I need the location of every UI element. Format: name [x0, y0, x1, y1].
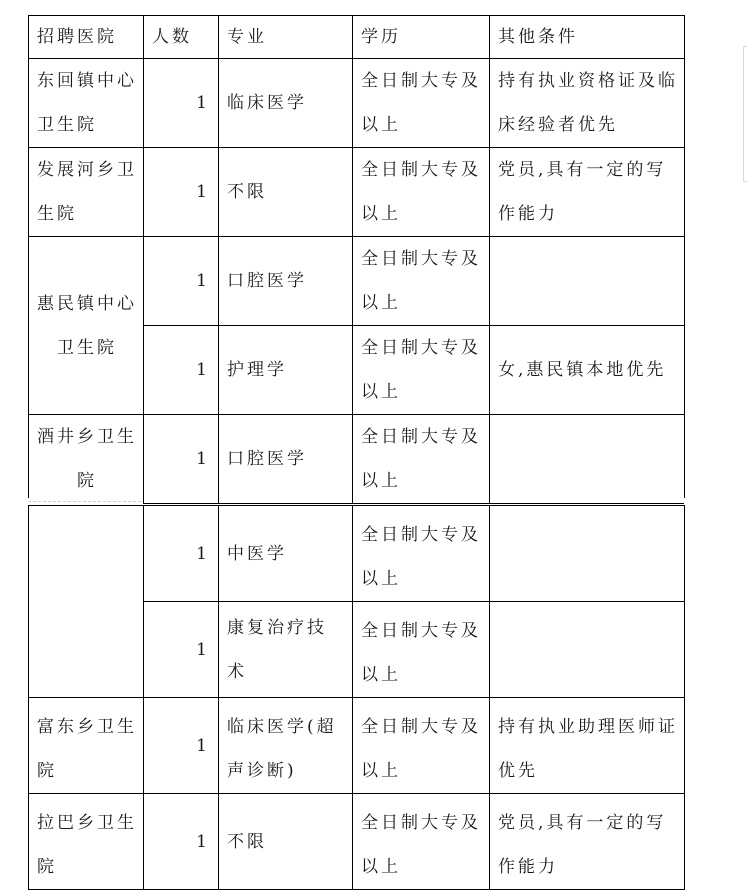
table-row	[29, 237, 685, 326]
hospital-cell: 惠民镇中心卫生院	[29, 237, 144, 415]
education-cell: 全日制大专及以上	[353, 698, 490, 794]
conditions-cell	[490, 602, 685, 698]
count-cell: 1	[144, 237, 219, 326]
side-panel-edge	[743, 46, 747, 182]
conditions-cell: 党员,具有一定的写作能力	[490, 794, 685, 890]
table-row	[29, 415, 685, 504]
header-count: 人数	[144, 16, 219, 59]
table-row	[29, 148, 685, 237]
education-cell: 全日制大专及以上	[353, 506, 490, 602]
hospital-cell: 发展河乡卫生院	[29, 148, 144, 237]
education-cell: 全日制大专及以上	[353, 794, 490, 890]
page-break-gap-right	[684, 498, 724, 506]
recruitment-table-top	[28, 15, 685, 504]
count-cell: 1	[144, 602, 219, 698]
count-cell: 1	[144, 415, 219, 504]
major-cell: 口腔医学	[219, 415, 353, 504]
major-cell: 不限	[219, 794, 353, 890]
major-cell: 临床医学(超声诊断)	[219, 698, 353, 794]
count-cell: 1	[144, 794, 219, 890]
count-cell: 1	[144, 326, 219, 415]
major-cell: 康复治疗技术	[219, 602, 353, 698]
count-cell: 1	[144, 698, 219, 794]
table-row	[29, 506, 685, 602]
major-cell: 护理学	[219, 326, 353, 415]
table-row	[29, 59, 685, 148]
education-cell: 全日制大专及以上	[353, 237, 490, 326]
education-cell: 全日制大专及以上	[353, 326, 490, 415]
education-cell: 全日制大专及以上	[353, 148, 490, 237]
major-cell: 中医学	[219, 506, 353, 602]
conditions-cell: 持有执业助理医师证优先	[490, 698, 685, 794]
table-row	[29, 698, 685, 794]
count-cell: 1	[144, 59, 219, 148]
major-cell: 不限	[219, 148, 353, 237]
hospital-cell: 酒井乡卫生院	[29, 415, 144, 504]
table-row	[29, 794, 685, 890]
hospital-cell: 东回镇中心卫生院	[29, 59, 144, 148]
count-cell: 1	[144, 506, 219, 602]
table-header-row	[29, 16, 685, 59]
hospital-cell	[29, 506, 144, 698]
count-cell: 1	[144, 148, 219, 237]
major-cell: 临床医学	[219, 59, 353, 148]
page-break-dashed-line	[28, 501, 141, 502]
header-conditions: 其他条件	[490, 16, 685, 59]
hospital-cell: 拉巴乡卫生院	[29, 794, 144, 890]
education-cell: 全日制大专及以上	[353, 59, 490, 148]
conditions-cell: 党员,具有一定的写作能力	[490, 148, 685, 237]
conditions-cell: 女,惠民镇本地优先	[490, 326, 685, 415]
header-hospital: 招聘医院	[29, 16, 144, 59]
conditions-cell	[490, 237, 685, 326]
conditions-cell: 持有执业资格证及临床经验者优先	[490, 59, 685, 148]
hospital-cell: 富东乡卫生院	[29, 698, 144, 794]
conditions-cell	[490, 506, 685, 602]
conditions-cell	[490, 415, 685, 504]
education-cell: 全日制大专及以上	[353, 415, 490, 504]
header-major: 专业	[219, 16, 353, 59]
education-cell: 全日制大专及以上	[353, 602, 490, 698]
major-cell: 口腔医学	[219, 237, 353, 326]
header-education: 学历	[353, 16, 490, 59]
recruitment-table-bottom	[28, 505, 685, 890]
